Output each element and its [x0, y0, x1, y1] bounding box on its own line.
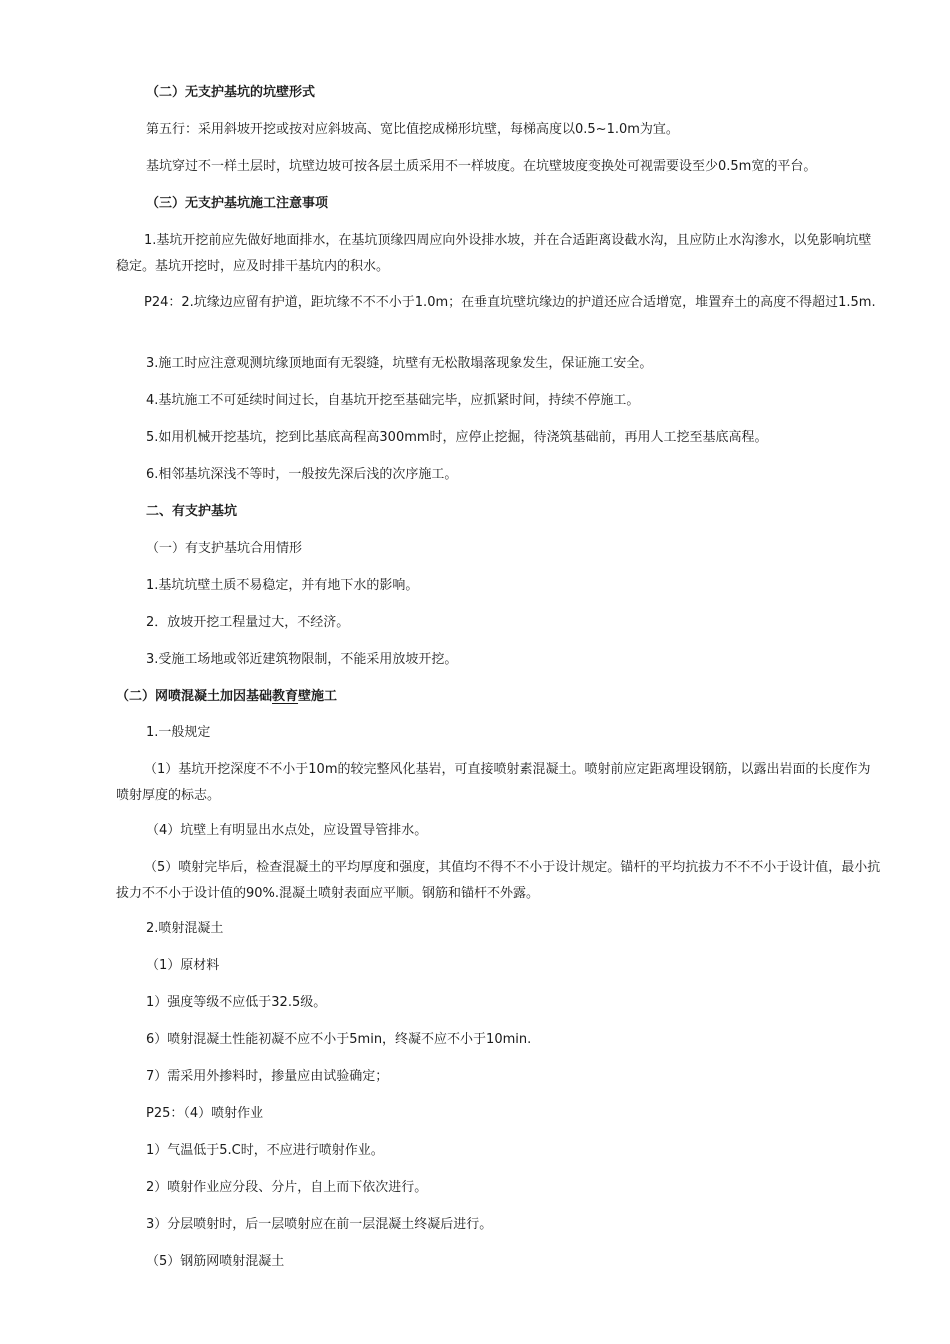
precaution-item-5: 5.如用机械开挖基坑，挖到比基底高程高300mm时，应停止挖掘，待浇筑基础前，再用人工挖至基底高程。 — [146, 430, 768, 445]
raw-material-item-7: 7）需采用外掺料时，掺量应由试验确定； — [146, 1069, 389, 1084]
paragraph-soil-layers: 基坑穿过不一样土层时，坑壁边坡可按各层土质采用不一样坡度。在坑壁坡度变换处可视需要设至少0.5m宽的平台。 — [146, 159, 817, 174]
precaution-item-2: P24：2.坑缘边应留有护道，距坑缘不不不小于1.0m；在垂直坑壁坑缘边的护道还应合适增宽，堆置弃土的高度不得超过1.5m. — [144, 295, 876, 310]
section-heading-precautions: （三）无支护基坑施工注意事项 — [146, 196, 329, 211]
precaution-item-3: 3.施工时应注意观测坑缘顶地面有无裂缝，坑壁有无松散塌落现象发生，保证施工安全。 — [146, 356, 653, 371]
section-heading-wall-form: （二）无支护基坑的坑壁形式 — [146, 85, 316, 100]
section-heading-shotcrete — [116, 684, 882, 710]
case-item-3: 3.受施工场地或邻近建筑物限制，不能采用放坡开挖。 — [146, 652, 458, 667]
precaution-item-1: 1.基坑开挖前应先做好地面排水，在基坑顶缘四周应向外设排水坡，并在合适距离设截水沟，且应防止水沟渗水，以免影响坑壁稳定。基坑开挖时，应及时排干基坑内的积水。 — [116, 233, 872, 274]
general-rule-4: （4）坑壁上有明显出水点处，应设置导管排水。 — [146, 823, 428, 838]
heading-part-1: （二）网喷混凝土加因基础 — [116, 689, 273, 704]
raw-materials-heading: （1）原材料 — [146, 958, 220, 973]
raw-material-item-1: 1）强度等级不应低于32.5级。 — [146, 995, 327, 1010]
operation-item-1: 1）气温低于5.C时，不应进行喷射作业。 — [146, 1143, 384, 1158]
operation-item-3: 3）分层喷射时，后一层喷射应在前一层混凝土终凝后进行。 — [146, 1217, 493, 1232]
shotcrete-heading: 2.喷射混凝土 — [146, 921, 224, 936]
case-item-2: 2．放坡开挖工程量过大，不经济。 — [146, 615, 350, 630]
heading-underlined-word: 教育 — [272, 689, 299, 704]
general-rule-1: （1）基坑开挖深度不不小于10m的较完整风化基岩，可直接喷射素混凝土。喷射前应定距离埋设钢筋，以露出岩面的长度作为喷射厚度的标志。 — [116, 762, 871, 803]
section-heading-supported-pit: 二、有支护基坑 — [146, 504, 238, 519]
spraying-operation-heading: P25：（4）喷射作业 — [146, 1106, 264, 1121]
heading-part-2: 壁施工 — [298, 689, 338, 704]
precaution-item-6: 6.相邻基坑深浅不等时，一般按先深后浅的次序施工。 — [146, 467, 458, 482]
general-rules-heading: 1.一般规定 — [146, 725, 211, 740]
raw-material-item-6: 6）喷射混凝土性能初凝不应不小于5min，终凝不应不小于10min. — [146, 1032, 532, 1047]
mesh-shotcrete-heading: （5）钢筋网喷射混凝土 — [146, 1254, 285, 1269]
paragraph-fifth-row: 第五行：采用斜坡开挖或按对应斜坡高、宽比值挖成梯形坑壁，每梯高度以0.5~1.0m为宜。 — [146, 122, 679, 137]
precaution-item-4: 4.基坑施工不可延续时间过长，自基坑开挖至基础完毕，应抓紧时间，持续不停施工。 — [146, 393, 640, 408]
operation-item-2: 2）喷射作业应分段、分片，自上而下依次进行。 — [146, 1180, 428, 1195]
case-item-1: 1.基坑坑壁土质不易稳定，并有地下水的影响。 — [146, 578, 419, 593]
general-rule-5: （5）喷射完毕后，检查混凝土的平均厚度和强度，其值均不得不不小于设计规定。锚杆的平均抗拔力不不不小于设计值，最小抗拔力不不小于设计值的90%.混凝土喷射表面应平顺。钢筋和锚杆不外露。 — [116, 860, 881, 901]
subheading-applicable-cases: （一）有支护基坑合用情形 — [146, 541, 303, 556]
